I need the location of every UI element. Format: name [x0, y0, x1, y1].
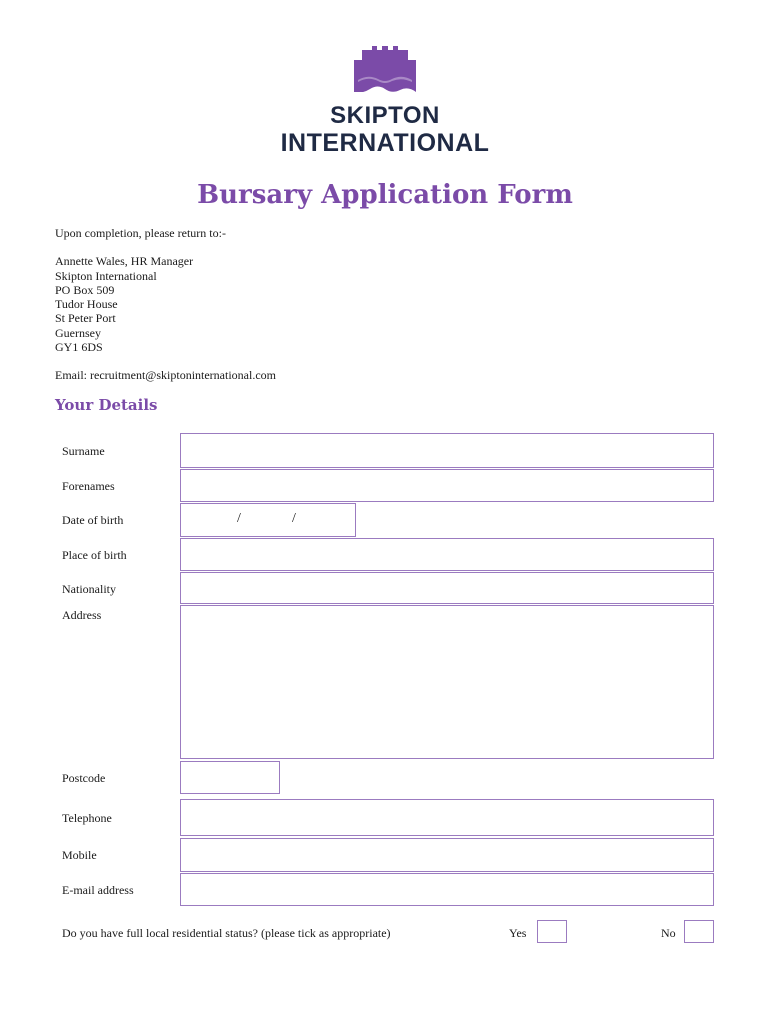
surname-label: Surname	[62, 444, 105, 458]
address-line: Skipton International	[55, 268, 157, 283]
pob-field[interactable]	[180, 538, 714, 571]
surname-field[interactable]	[180, 433, 714, 468]
mobile-field[interactable]	[180, 838, 714, 872]
intro-text: Upon completion, please return to:-	[55, 226, 226, 240]
form-title: Bursary Application Form	[197, 180, 573, 210]
section-your-details: Your Details	[55, 396, 158, 414]
dob-separator: /	[292, 511, 296, 526]
email-label: E-mail address	[62, 883, 134, 897]
telephone-label: Telephone	[62, 811, 112, 825]
telephone-field[interactable]	[180, 799, 714, 836]
mobile-label: Mobile	[62, 848, 97, 862]
nationality-field[interactable]	[180, 572, 714, 604]
skipton-logo	[270, 46, 500, 156]
address-line: PO Box 509	[55, 282, 115, 297]
nationality-label: Nationality	[62, 582, 116, 596]
brand-line2: INTERNATIONAL	[280, 129, 490, 157]
yes-checkbox[interactable]	[537, 920, 567, 943]
email-field[interactable]	[180, 873, 714, 906]
address-field[interactable]	[180, 605, 714, 759]
pob-label: Place of birth	[62, 548, 127, 562]
email-contact: Email: recruitment@skiptoninternational.com	[55, 368, 276, 383]
residential-question: Do you have full local residential status? (please tick as appropriate)	[62, 926, 391, 940]
no-checkbox[interactable]	[684, 920, 714, 943]
castle-icon	[352, 46, 418, 92]
address-line: Annette Wales, HR Manager	[55, 254, 194, 269]
forenames-field[interactable]	[180, 469, 714, 502]
dob-separator: /	[237, 511, 241, 526]
yes-label: Yes	[509, 926, 527, 940]
address-line: Guernsey	[55, 325, 101, 340]
brand-line1: SKIPTON	[330, 102, 440, 129]
postcode-field[interactable]	[180, 761, 280, 794]
address-line: Tudor House	[55, 297, 118, 312]
return-address	[55, 226, 276, 383]
dob-label: Date of birth	[62, 513, 124, 527]
address-line: GY1 6DS	[55, 340, 103, 355]
address-line: St Peter Port	[55, 311, 116, 326]
no-label: No	[661, 926, 676, 940]
address-label: Address	[62, 608, 102, 622]
postcode-label: Postcode	[62, 771, 106, 785]
dob-field[interactable]	[180, 503, 356, 537]
forenames-label: Forenames	[62, 479, 115, 493]
